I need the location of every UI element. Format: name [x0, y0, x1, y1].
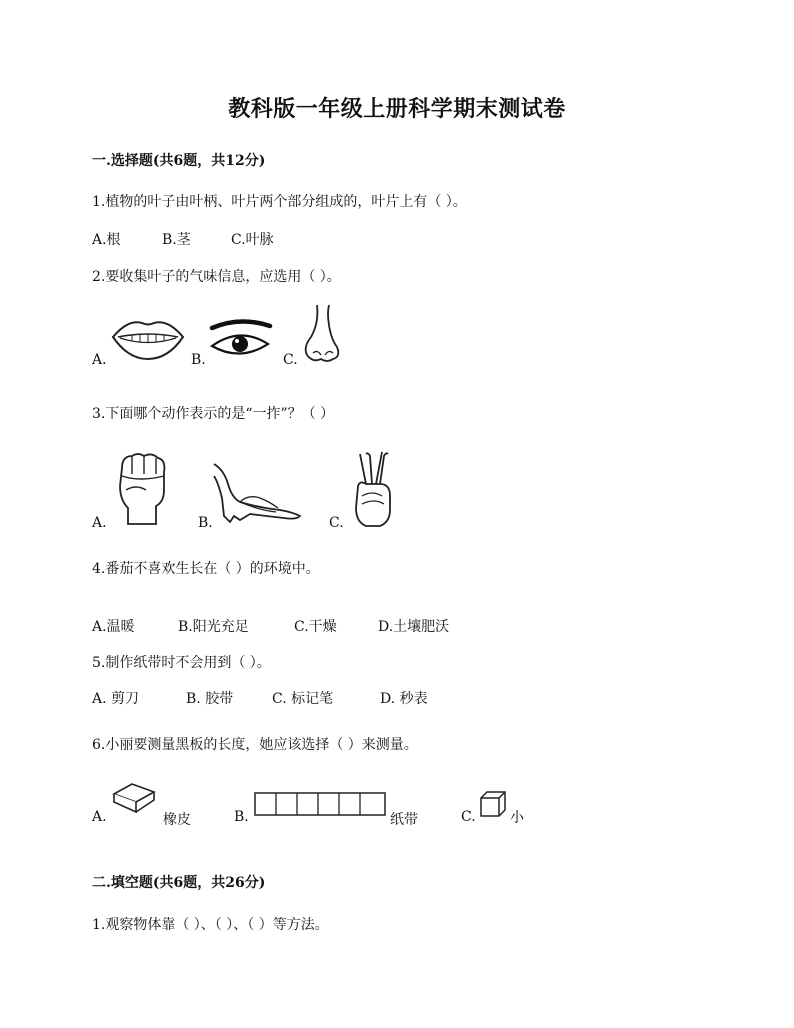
q6-option-c[interactable]: C. — [461, 809, 476, 825]
nose-icon — [299, 303, 345, 365]
hand-span-icon — [210, 458, 304, 524]
q2-option-c[interactable]: C. — [283, 352, 298, 368]
q5-option-c[interactable]: C. 标记笔 — [272, 691, 334, 707]
q2-option-b[interactable]: B. — [191, 352, 206, 368]
eraser-icon — [110, 780, 158, 814]
fist-icon — [112, 450, 170, 526]
q6-option-c-caption: 小 — [510, 810, 524, 826]
mouth-icon — [110, 313, 186, 363]
q6-option-a[interactable]: A. — [92, 809, 107, 825]
q1-option-b[interactable]: B.茎 — [162, 232, 191, 248]
question-1: 1.植物的叶子由叶柄、叶片两个部分组成的，叶片上有（ ）。 — [92, 194, 467, 210]
q5-option-d[interactable]: D. 秒表 — [380, 691, 428, 707]
eye-icon — [206, 318, 274, 364]
question-5: 5.制作纸带时不会用到（ ）。 — [92, 655, 271, 671]
q1-option-c[interactable]: C.叶脉 — [231, 232, 274, 248]
q4-option-c[interactable]: C.干燥 — [294, 619, 337, 635]
q6-option-b[interactable]: B. — [234, 809, 249, 825]
q3-option-a[interactable]: A. — [92, 515, 107, 531]
question-3: 3.下面哪个动作表示的是“一拃”？（ ） — [92, 406, 335, 422]
q3-option-c[interactable]: C. — [329, 515, 344, 531]
q2-option-a[interactable]: A. — [92, 352, 107, 368]
fill-question-1: 1.观察物体靠（ ）、（ ）、（ ）等方法。 — [92, 917, 329, 933]
q6-option-a-caption: 橡皮 — [163, 812, 191, 828]
page-title: 教科版一年级上册科学期末测试卷 — [228, 96, 566, 122]
q3-option-b[interactable]: B. — [198, 515, 213, 531]
q4-option-d[interactable]: D.土壤肥沃 — [378, 619, 450, 635]
q4-option-a[interactable]: A.温暖 — [92, 619, 135, 635]
q5-option-b[interactable]: B. 胶带 — [186, 691, 234, 707]
question-2: 2.要收集叶子的气味信息，应选用（ ）。 — [92, 269, 341, 285]
q6-option-b-caption: 纸带 — [390, 812, 418, 828]
victory-hand-icon — [350, 450, 394, 530]
cube-icon — [479, 790, 507, 818]
q5-option-a[interactable]: A. 剪刀 — [92, 691, 140, 707]
section-heading-choice: 一.选择题(共6题，共12分) — [92, 153, 266, 169]
q1-option-a[interactable]: A.根 — [92, 232, 121, 248]
q4-option-b[interactable]: B.阳光充足 — [178, 619, 249, 635]
paper-strip-icon — [254, 792, 386, 816]
section-heading-fill: 二.填空题(共6题，共26分) — [92, 875, 266, 891]
question-6: 6.小丽要测量黑板的长度，她应该选择（ ）来测量。 — [92, 737, 418, 753]
question-4: 4.番茄不喜欢生长在（ ）的环境中。 — [92, 561, 320, 577]
